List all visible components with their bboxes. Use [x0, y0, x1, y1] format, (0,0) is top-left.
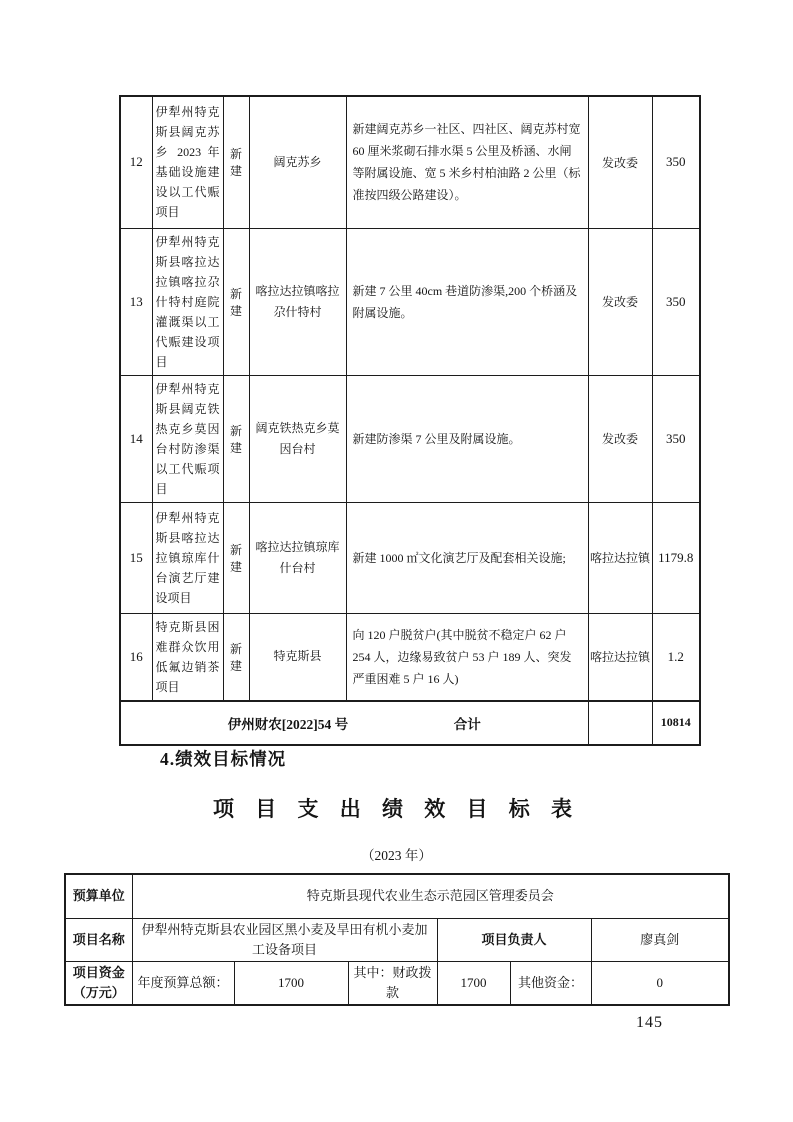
- row-number-cell: 14: [120, 375, 152, 502]
- project-name-value: 伊犁州特克斯县农业园区黑小麦及旱田有机小麦加工设备项目: [132, 918, 437, 961]
- row-number-cell: 15: [120, 502, 152, 613]
- total-merged-cell: [120, 701, 588, 745]
- location-cell: 喀拉达拉镇喀拉尕什特村: [249, 228, 346, 375]
- leader-value: 廖真剑: [591, 918, 729, 961]
- project-type-cell: 新建: [223, 96, 249, 228]
- table-row: [65, 874, 729, 918]
- leader-label: 项目负责人: [437, 918, 591, 961]
- row-number-cell: 12: [120, 96, 152, 228]
- project-type-cell: 新建: [223, 502, 249, 613]
- content-cell: 新建 7 公里 40cm 巷道防渗渠,200 个桥涵及附属设施。: [346, 228, 588, 375]
- project-name-cell: 伊犁州特克斯县喀拉达拉镇喀拉尕什特村庭院灌溉渠以工代赈建设项目: [152, 228, 223, 375]
- section-heading: 4.绩效目标情况: [160, 749, 287, 769]
- budget-unit-label: 预算单位: [65, 874, 132, 918]
- other-funds-value: 0: [591, 961, 729, 1005]
- content-cell: 新建阔克苏乡一社区、四社区、阔克苏村宽 60 厘米浆砌石排水渠 5 公里及桥涵、水闸等附属设施、宽 5 米乡村柏油路 2 公里（标准按四级公路建设）。: [346, 96, 588, 228]
- row-number-cell: 16: [120, 613, 152, 701]
- table-row: [120, 502, 700, 613]
- content-cell: 新建 1000 ㎡文化演艺厅及配套相关设施;: [346, 502, 588, 613]
- table-row: [65, 961, 729, 1005]
- budget-unit-value: 特克斯县现代农业生态示范园区管理委员会: [132, 874, 729, 918]
- annual-budget-value: 1700: [234, 961, 348, 1005]
- department-cell: 发改委: [588, 96, 652, 228]
- funds-label: 项目资金（万元）: [65, 961, 132, 1005]
- project-name-label: 项目名称: [65, 918, 132, 961]
- department-cell: 喀拉达拉镇: [588, 613, 652, 701]
- fiscal-label: 其中：财政拨款: [348, 961, 437, 1005]
- location-cell: 阔克苏乡: [249, 96, 346, 228]
- total-label: 合计: [453, 716, 481, 732]
- table-row: [120, 228, 700, 375]
- location-cell: 阔克铁热克乡莫因台村: [249, 375, 346, 502]
- total-row: [120, 701, 700, 745]
- annual-budget-label: 年度预算总额：: [132, 961, 234, 1005]
- content-cell: 向 120 户脱贫户(其中脱贫不稳定户 62 户 254 人，边缘易致贫户 53 户 189 人、突发严重困难 5 户 16 人): [346, 613, 588, 701]
- table-subtitle: （2023 年）: [361, 848, 432, 863]
- project-type-cell: 新建: [223, 375, 249, 502]
- table-row: [120, 613, 700, 701]
- table-title: 项 目 支 出 绩 效 目 标 表: [213, 797, 580, 821]
- amount-cell: 1179.8: [652, 502, 700, 613]
- total-amount-cell: 10814: [652, 701, 700, 745]
- department-cell: 发改委: [588, 375, 652, 502]
- project-name-cell: 伊犁州特克斯县阔克铁热克乡莫因台村防渗渠以工代赈项目: [152, 375, 223, 502]
- location-cell: 特克斯县: [249, 613, 346, 701]
- amount-cell: 350: [652, 96, 700, 228]
- document-number: 伊州财农[2022]54 号: [227, 716, 349, 732]
- table-row: [120, 96, 700, 228]
- projects-table: [119, 95, 701, 746]
- project-name-cell: 伊犁州特克斯县阔克苏乡 2023 年基础设施建设以工代赈项目: [152, 96, 223, 228]
- performance-table: [64, 873, 730, 1006]
- department-cell: 喀拉达拉镇: [588, 502, 652, 613]
- fiscal-value: 1700: [437, 961, 510, 1005]
- page-number: 145: [636, 1014, 663, 1031]
- project-name-cell: 特克斯县困难群众饮用低氟边销茶项目: [152, 613, 223, 701]
- project-type-cell: 新建: [223, 613, 249, 701]
- location-cell: 喀拉达拉镇琼库什台村: [249, 502, 346, 613]
- other-funds-label: 其他资金：: [510, 961, 591, 1005]
- project-type-cell: 新建: [223, 228, 249, 375]
- table-row: [65, 918, 729, 961]
- project-name-cell: 伊犁州特克斯县喀拉达拉镇琼库什台演艺厅建设项目: [152, 502, 223, 613]
- content-cell: 新建防渗渠 7 公里及附属设施。: [346, 375, 588, 502]
- amount-cell: 350: [652, 228, 700, 375]
- row-number-cell: 13: [120, 228, 152, 375]
- table-row: [120, 375, 700, 502]
- amount-cell: 350: [652, 375, 700, 502]
- department-cell: 发改委: [588, 228, 652, 375]
- amount-cell: 1.2: [652, 613, 700, 701]
- total-empty-cell: [588, 701, 652, 745]
